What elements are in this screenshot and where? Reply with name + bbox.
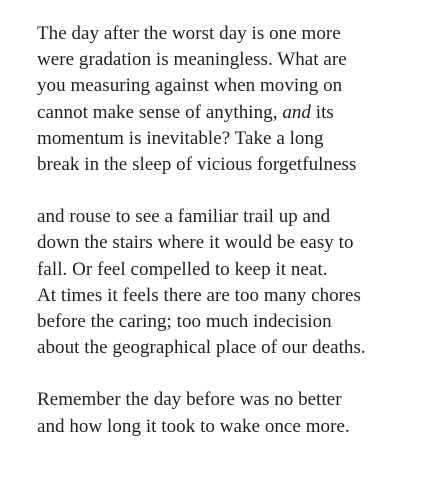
stanza-1	[37, 21, 417, 178]
poem-line: and how long it took to wake once more.	[37, 415, 350, 437]
stanza-3	[37, 387, 417, 439]
poem-line: and rouse to see a familiar trail up and	[37, 206, 331, 228]
poem-line: momentum is inevitable? Take a long	[37, 127, 324, 149]
poem-line: At times it feels there are too many chores	[37, 284, 361, 306]
poem-line: break in the sleep of vicious forgetfulness	[37, 154, 357, 176]
poem-line: before the caring; too much indecision	[37, 311, 332, 333]
poem-line-text: cannot make sense of anything,	[37, 101, 283, 123]
italic-emphasis: and	[282, 101, 311, 123]
poem-line-text: its	[310, 101, 334, 123]
poem-line: about the geographical place of our deaths.	[37, 337, 366, 359]
poem-line: The day after the worst day is one more	[37, 23, 341, 44]
poem-line: Remember the day before was no better	[37, 389, 342, 411]
poem-text	[37, 21, 417, 440]
poem-line: down the stairs where it would be easy to	[37, 232, 354, 254]
poem-line: you measuring against when moving on	[37, 75, 343, 97]
poem-line: were gradation is meaningless. What are	[37, 49, 347, 71]
poem-line	[37, 100, 417, 126]
stanza-2	[37, 204, 417, 361]
poem-line: fall. Or feel compelled to keep it neat.	[37, 258, 328, 280]
